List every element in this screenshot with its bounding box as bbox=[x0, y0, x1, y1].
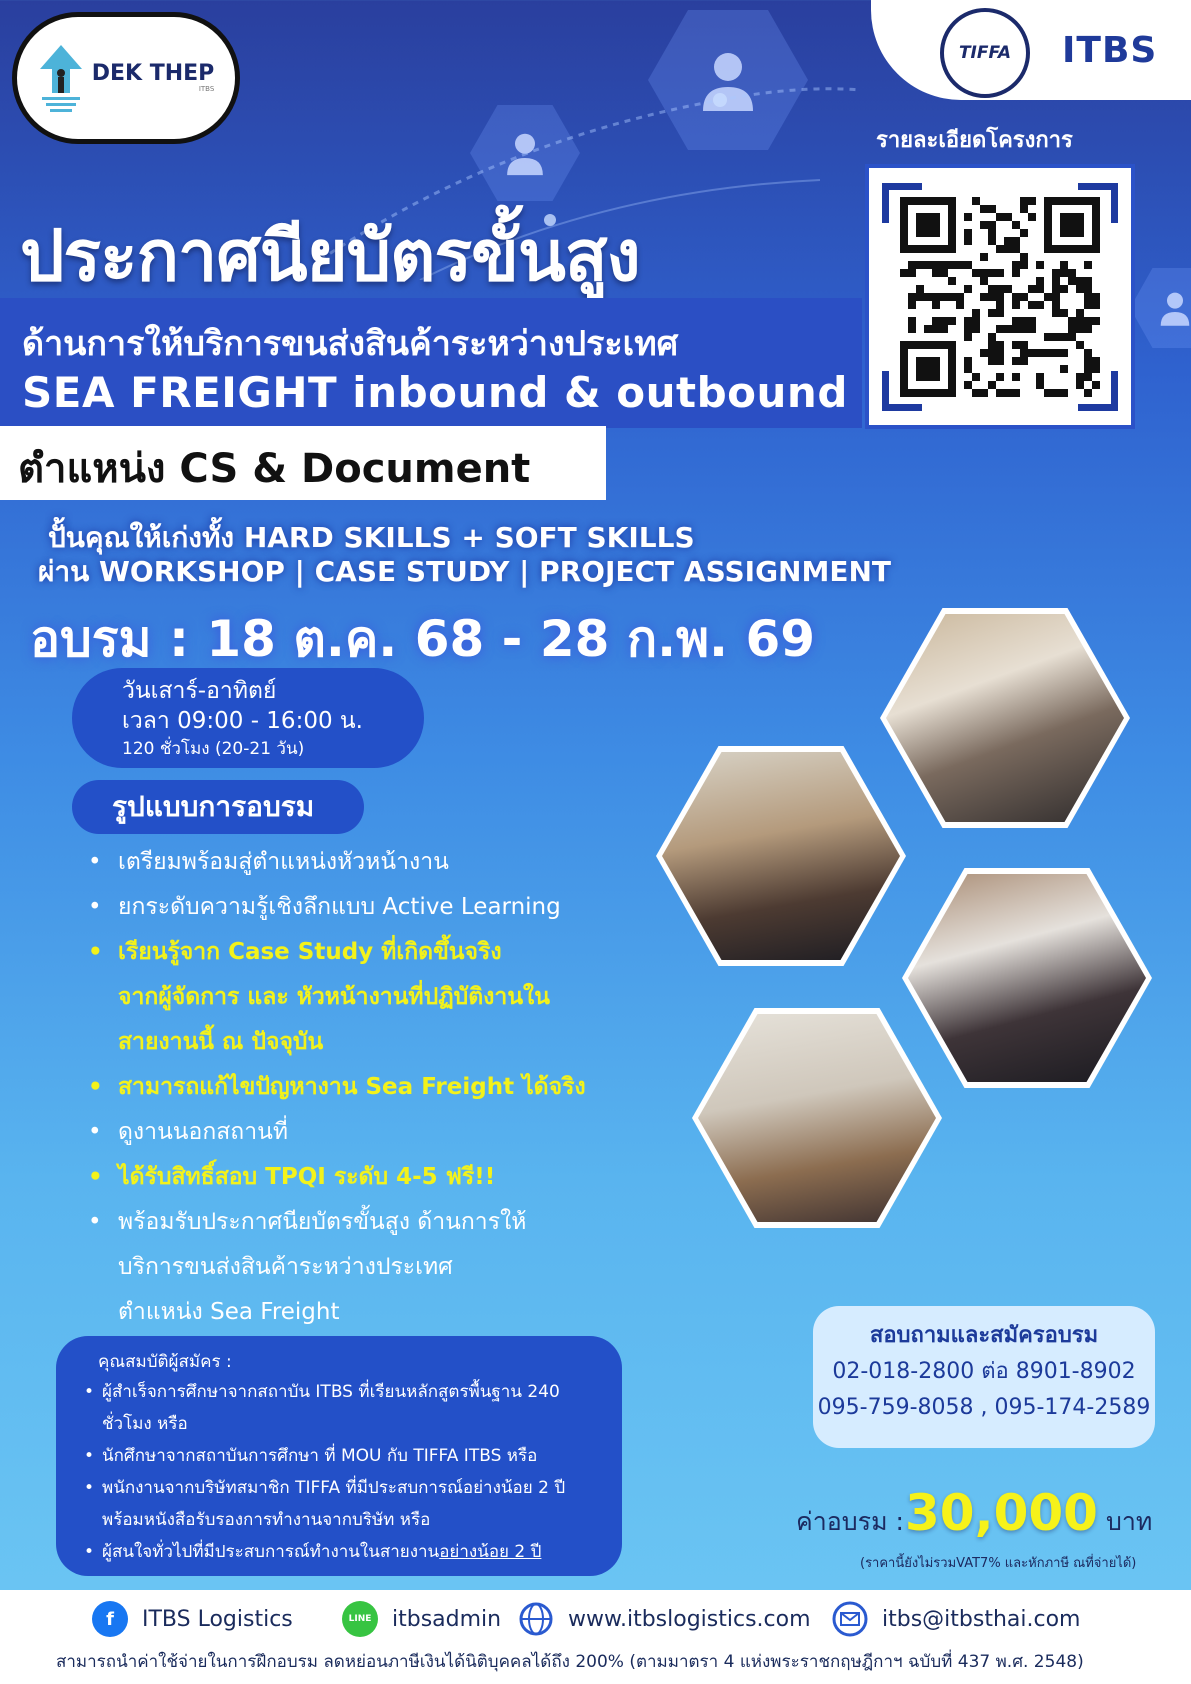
photo-workshop-2 bbox=[656, 746, 906, 966]
price-value: 30,000 bbox=[905, 1484, 1098, 1542]
format-heading: รูปแบบการอบรม bbox=[72, 780, 364, 834]
qr-caption: รายละเอียดโครงการ bbox=[876, 128, 1073, 153]
format-item bbox=[88, 1110, 648, 1155]
person-icon bbox=[1155, 288, 1191, 328]
bullet-dot bbox=[88, 1020, 118, 1065]
format-item-text: บริการขนส่งสินค้าระหว่างประเทศ bbox=[118, 1254, 453, 1280]
contact-heading: สอบถามและสมัครอบรม bbox=[869, 1323, 1099, 1348]
position-title: ตำแหน่ง CS & Document bbox=[18, 446, 531, 492]
subtitle-line1: ด้านการให้บริการขนส่งสินค้าระหว่างประเทศ bbox=[22, 324, 679, 364]
price-label: ค่าอบรม : bbox=[796, 1507, 904, 1536]
bullet-dot bbox=[88, 975, 118, 1020]
qualification-text: พนักงานจากบริษัทสมาชิก TIFFA ที่มีประสบการณ์อย่างน้อย 2 ปี bbox=[102, 1478, 566, 1498]
decor-hex-person bbox=[1130, 268, 1191, 348]
dekthep-logo bbox=[12, 12, 240, 144]
qualification-item: • ผู้สำเร็จการศึกษาจากสถาบัน ITBS ที่เรียนหลักสูตรพื้นฐาน 240 bbox=[76, 1376, 602, 1408]
format-item bbox=[88, 1020, 648, 1065]
qualifications-box bbox=[56, 1336, 622, 1576]
tiffa-logo bbox=[940, 8, 1030, 98]
schedule-pill bbox=[72, 668, 424, 768]
tax-note: สามารถนำค่าใช้จ่ายในการฝึกอบรม ลดหย่อนภาษีเงินได้นิติบุคคลได้ถึง 200% (ตามมาตรา 4 แห่งพระราชกฤษฎีกาฯ ฉบับที่ 437 พ.ศ. 2548) bbox=[56, 1652, 1084, 1672]
format-item-text: ตำแหน่ง Sea Freight bbox=[118, 1299, 340, 1325]
qualification-text: ชั่วโมง หรือ bbox=[102, 1414, 188, 1434]
format-item-text: เตรียมพร้อมสู่ตำแหน่งหัวหน้างาน bbox=[118, 849, 449, 875]
format-item bbox=[88, 885, 648, 930]
stair-arrow-icon bbox=[38, 43, 84, 113]
format-item bbox=[88, 975, 648, 1020]
format-item-text: สายงานนี้ ณ ปัจจุบัน bbox=[118, 1029, 324, 1055]
facebook-label: ITBS Logistics bbox=[142, 1606, 293, 1632]
format-item bbox=[88, 1290, 648, 1335]
contact-box bbox=[813, 1306, 1155, 1448]
footer-line[interactable] bbox=[342, 1601, 501, 1637]
qualification-item: • พนักงานจากบริษัทสมาชิก TIFFA ที่มีประสบการณ์อย่างน้อย 2 ปี bbox=[76, 1472, 602, 1504]
qualification-item: • ผู้สนใจทั่วไปที่มีประสบการณ์ทำงานในสายงาน อย่างน้อย 2 ปี bbox=[76, 1536, 602, 1568]
qualification-text: ผู้สนใจทั่วไปที่มีประสบการณ์ทำงานในสายงาน bbox=[102, 1542, 440, 1562]
bullet-dot: • bbox=[88, 1119, 102, 1145]
format-item-text: เรียนรู้จาก Case Study ที่เกิดขึ้นจริง bbox=[118, 939, 502, 965]
bullet-dot: • bbox=[88, 849, 102, 875]
bullet-dot: • bbox=[88, 894, 102, 920]
price-note: (ราคานี้ยังไม่รวมVAT7% และหักภาษี ณที่จ่ายได้) bbox=[860, 1556, 1137, 1571]
photo-presentation-4 bbox=[692, 1008, 942, 1228]
format-item-text: ดูงานนอกสถานที่ bbox=[118, 1119, 289, 1145]
bullet-dot bbox=[88, 1290, 118, 1335]
format-list bbox=[88, 840, 648, 1335]
bullet-dot: • bbox=[88, 1164, 103, 1190]
schedule-days: วันเสาร์-อาทิตย์ bbox=[122, 678, 277, 704]
qualification-text: พร้อมหนังสือรับรองการทำงานจากบริษัท หรือ bbox=[102, 1510, 431, 1530]
itbs-logo: ITBS bbox=[1062, 30, 1158, 71]
format-item bbox=[88, 1065, 648, 1110]
qr-code bbox=[900, 197, 1100, 397]
qualification-item: • นักศึกษาจากสถาบันการศึกษา ที่ MOU กับ TIFFA ITBS หรือ bbox=[76, 1440, 602, 1472]
qualifications-list bbox=[76, 1376, 602, 1568]
contact-phone1[interactable]: 02-018-2800 ต่อ 8901-8902 bbox=[832, 1359, 1136, 1384]
facebook-icon: f bbox=[92, 1601, 128, 1637]
bullet-dot: • bbox=[88, 939, 103, 965]
format-item-text: ได้รับสิทธิ์สอบ TPQI ระดับ 4-5 ฟรี!! bbox=[118, 1164, 496, 1190]
subtitle-line2: SEA FREIGHT inbound & outbound bbox=[22, 368, 848, 417]
logo-name: DEK THEP bbox=[91, 61, 215, 86]
qualification-item bbox=[76, 1504, 602, 1536]
contact-phone2[interactable]: 095-759-8058 , 095-174-2589 bbox=[817, 1395, 1151, 1420]
footer-website[interactable] bbox=[518, 1601, 811, 1637]
bullet-dot: • bbox=[88, 1074, 103, 1100]
qualification-underline: อย่างน้อย 2 ปี bbox=[439, 1542, 542, 1562]
footer-email[interactable] bbox=[832, 1601, 1080, 1637]
tiffa-logo-text: TIFFA bbox=[958, 43, 1012, 63]
website-label: www.itbslogistics.com bbox=[568, 1606, 811, 1632]
format-item bbox=[88, 1245, 648, 1290]
photo-classroom-3 bbox=[902, 868, 1152, 1088]
format-item bbox=[88, 1200, 648, 1245]
format-item-text: สามารถแก้ไขปัญหางาน Sea Freight ได้จริง bbox=[118, 1074, 586, 1100]
schedule-time: เวลา 09:00 - 16:00 น. bbox=[122, 708, 363, 734]
qualification-text: ผู้สำเร็จการศึกษาจากสถาบัน ITBS ที่เรียนหลักสูตรพื้นฐาน 240 bbox=[102, 1382, 560, 1402]
format-item bbox=[88, 1155, 648, 1200]
skills-line1: ปั้นคุณให้เก่งทั้ง HARD SKILLS + SOFT SKILLS bbox=[48, 521, 695, 554]
mail-icon bbox=[832, 1601, 868, 1637]
bullet-dot bbox=[88, 1245, 118, 1290]
logo-sub: ITBS bbox=[198, 85, 215, 93]
globe-icon bbox=[518, 1601, 554, 1637]
format-item-text: จากผู้จัดการ และ หัวหน้างานที่ปฏิบัติงานใน bbox=[118, 984, 550, 1010]
training-dates: อบรม : 18 ต.ค. 68 - 28 ก.พ. 69 bbox=[30, 610, 816, 668]
qualification-item bbox=[76, 1408, 602, 1440]
page-title: ประกาศนียบัตรขั้นสูง bbox=[20, 215, 640, 297]
qr-code-box[interactable] bbox=[865, 164, 1135, 429]
format-item bbox=[88, 930, 648, 975]
photo-classroom-1 bbox=[880, 608, 1130, 828]
price-unit: บาท bbox=[1106, 1507, 1153, 1536]
qualification-text: นักศึกษาจากสถาบันการศึกษา ที่ MOU กับ TIFFA ITBS หรือ bbox=[102, 1446, 538, 1466]
format-item-text: ยกระดับความรู้เชิงลึกแบบ Active Learning bbox=[118, 894, 561, 920]
footer-facebook[interactable] bbox=[92, 1601, 293, 1637]
qualifications-title: คุณสมบัติผู้สมัคร : bbox=[98, 1352, 232, 1372]
schedule-hours: 120 ชั่วโมง (20-21 วัน) bbox=[122, 739, 305, 759]
line-label: itbsadmin bbox=[392, 1606, 502, 1632]
line-icon: LINE bbox=[342, 1601, 378, 1637]
skills-line2: ผ่าน WORKSHOP | CASE STUDY | PROJECT ASSIGNMENT bbox=[38, 555, 892, 588]
email-label: itbs@itbsthai.com bbox=[882, 1606, 1081, 1632]
bullet-dot: • bbox=[88, 1209, 102, 1235]
format-item bbox=[88, 840, 648, 885]
format-item-text: พร้อมรับประกาศนียบัตรขั้นสูง ด้านการให้ bbox=[118, 1209, 527, 1235]
